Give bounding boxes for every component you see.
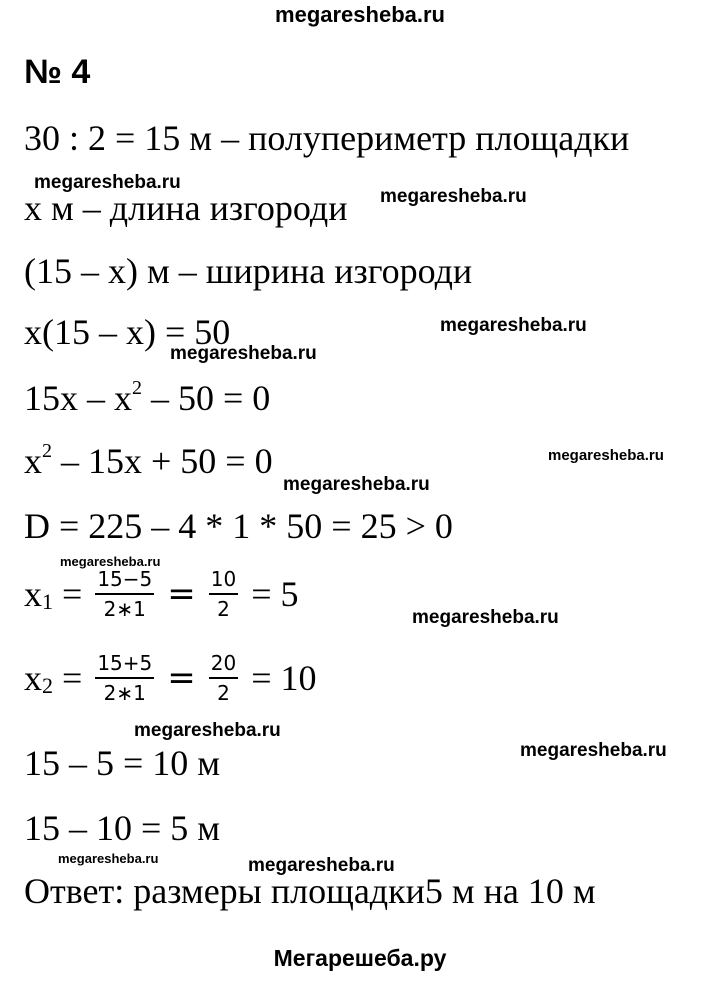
root-variable: х — [24, 574, 42, 614]
fraction-denominator: 2 — [209, 593, 238, 619]
root-variable: х — [24, 658, 42, 698]
fraction — [95, 653, 154, 703]
watermark: megaresheba.ru — [440, 315, 587, 336]
answer-line: Ответ: размеры площадки5 м на 10 м — [24, 871, 596, 911]
solution-line-1: 30 : 2 = 15 м – полупериметр площадки — [24, 118, 630, 158]
site-footer: Мегарешеба.ру — [273, 945, 447, 971]
watermark: megaresheba.ru — [380, 186, 527, 207]
problem-number: № 4 — [24, 53, 91, 91]
watermark: megaresheba.ru — [58, 851, 159, 866]
watermark: megaresheba.ru — [60, 554, 161, 569]
root-subscript: 2 — [42, 673, 53, 698]
watermark: megaresheba.ru — [248, 855, 395, 876]
equation-part: – 50 = 0 — [142, 378, 271, 418]
equation-part: 15х – х — [24, 378, 132, 418]
solution-line-6 — [24, 440, 273, 481]
watermark: megaresheba.ru — [412, 607, 559, 628]
equals-sign: = — [53, 658, 92, 698]
solution-line-3: (15 – х) м – ширина изгороди — [24, 251, 473, 291]
root-x2-line — [24, 653, 317, 703]
fraction-numerator: 10 — [210, 567, 237, 591]
discriminant-line: D = 225 – 4 * 1 * 50 = 25 > 0 — [24, 506, 453, 546]
root-subscript: 1 — [42, 589, 53, 614]
watermark: megaresheba.ru — [283, 474, 430, 495]
exponent: 2 — [132, 377, 142, 399]
fraction-denominator: 2∗1 — [95, 593, 154, 619]
watermark: megaresheba.ru — [34, 172, 181, 193]
root-result: = 10 — [251, 658, 317, 698]
equation-part: – 15х + 50 = 0 — [52, 441, 273, 481]
solution-line-11: 15 – 10 = 5 м — [24, 808, 221, 848]
root-x1-line — [24, 569, 299, 619]
solution-line-4: х(15 – х) = 50 — [24, 312, 231, 352]
fraction-denominator: 2∗1 — [95, 677, 154, 703]
fraction — [209, 653, 238, 703]
fraction — [209, 569, 238, 619]
equals-sign: = — [53, 574, 92, 614]
equals-sign: = — [167, 658, 196, 698]
watermark: megaresheba.ru — [134, 720, 281, 741]
fraction-numerator: 15+5 — [97, 651, 153, 675]
watermark: megaresheba.ru — [170, 343, 317, 364]
root-result: = 5 — [251, 574, 299, 614]
solution-line-2: х м – длина изгороди — [24, 188, 348, 228]
equation-part: х — [24, 441, 42, 481]
fraction-numerator: 15−5 — [97, 567, 153, 591]
fraction-denominator: 2 — [209, 677, 238, 703]
exponent: 2 — [42, 440, 52, 462]
solution-line-5 — [24, 377, 271, 418]
solution-line-10: 15 – 5 = 10 м — [24, 743, 221, 783]
site-header: megaresheba.ru — [275, 2, 445, 27]
watermark: megaresheba.ru — [520, 740, 667, 761]
watermark: megaresheba.ru — [548, 447, 664, 464]
fraction — [95, 569, 154, 619]
fraction-numerator: 20 — [210, 651, 237, 675]
equals-sign: = — [167, 574, 196, 614]
